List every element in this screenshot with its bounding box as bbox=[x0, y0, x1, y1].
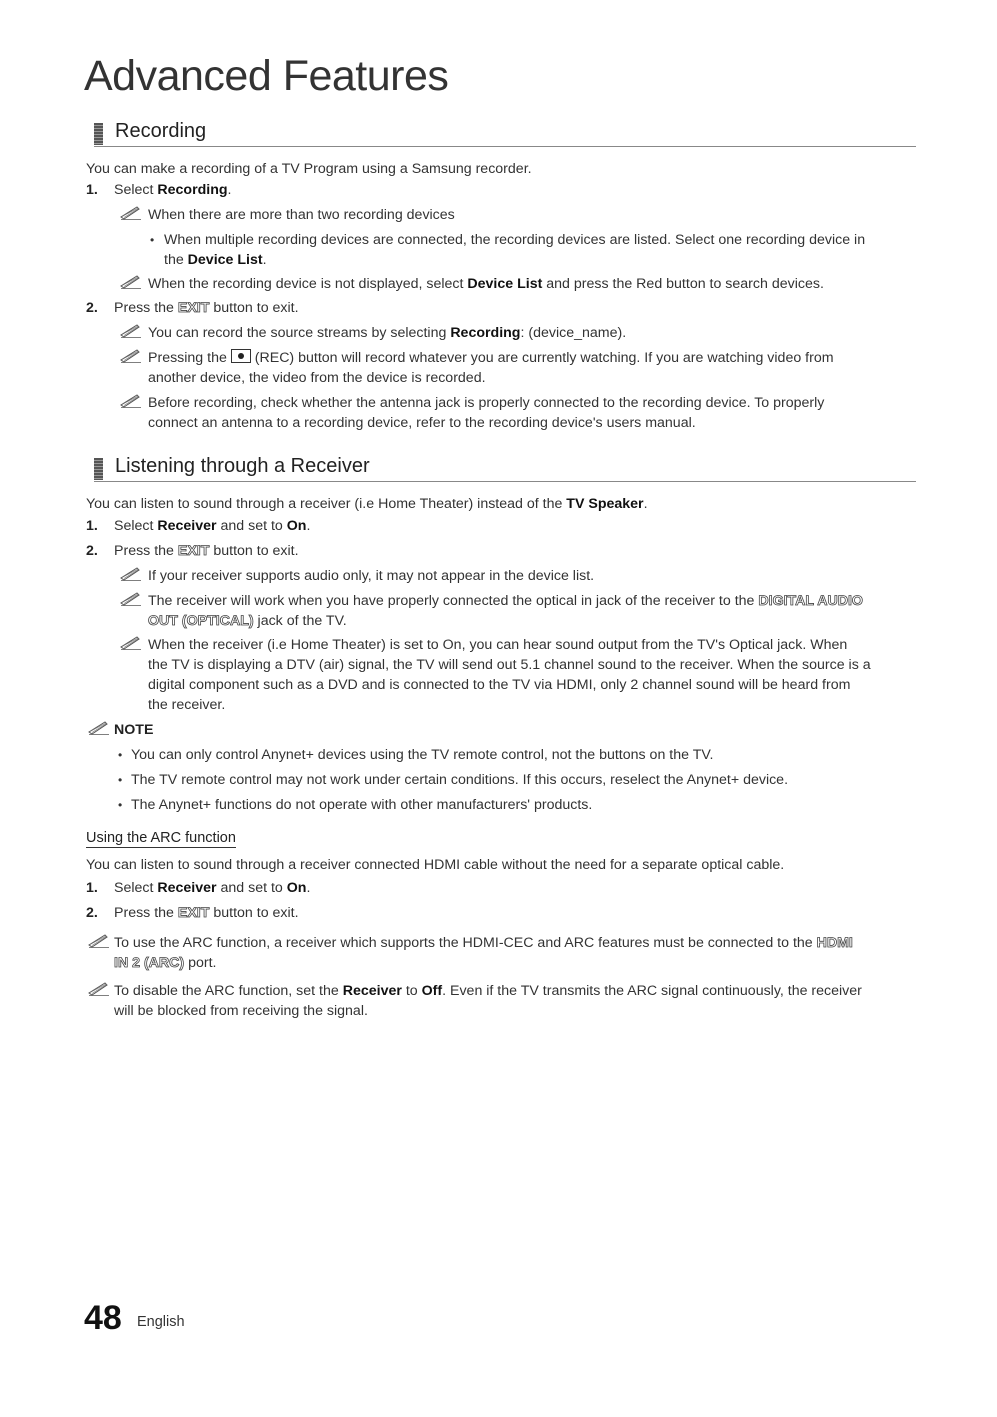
text: button to exit. bbox=[209, 300, 299, 316]
text: and press the Red button to search devices. bbox=[542, 276, 824, 292]
receiver-intro bbox=[86, 494, 648, 514]
port-label-arc: IN 2 (ARC) bbox=[114, 955, 185, 971]
text: Select bbox=[114, 182, 158, 198]
exit-button-label: EXIT bbox=[177, 300, 210, 316]
text: (REC) button will record whatever you are currently watching. If you are watching video from bbox=[250, 350, 834, 366]
exit-button-label: EXIT bbox=[177, 905, 210, 921]
menu-item-recording: Recording bbox=[157, 182, 228, 198]
note-bullet-1: You can only control Anynet+ devices using the TV remote control, not the buttons on the TV. bbox=[131, 747, 714, 763]
text: Pressing the bbox=[148, 350, 231, 366]
note-bullet-2: The TV remote control may not work under certain conditions. If this occurs, reselect the Anynet+ device. bbox=[131, 772, 789, 788]
section-header-recording bbox=[94, 120, 916, 147]
text: : (device_name). bbox=[520, 325, 627, 341]
arc-note-1 bbox=[114, 933, 853, 953]
note-label: NOTE bbox=[114, 722, 154, 738]
receiver-note-2 bbox=[148, 591, 863, 611]
text: button to exit. bbox=[209, 905, 299, 921]
text: . Even if the TV transmits the ARC signal continuously, the receiver bbox=[442, 983, 862, 999]
menu-item-recording: Recording bbox=[450, 325, 521, 341]
menu-item-receiver: Receiver bbox=[342, 983, 402, 999]
step-number: 1. bbox=[86, 880, 98, 896]
step-number: 2. bbox=[86, 543, 98, 559]
rec-button-icon bbox=[231, 349, 251, 363]
step-number: 1. bbox=[86, 518, 98, 534]
menu-item-device-list: Device List bbox=[467, 276, 543, 292]
text: The receiver will work when you have properly connected the optical in jack of the receiver to the bbox=[148, 593, 759, 609]
arc-heading: Using the ARC function bbox=[86, 830, 236, 846]
exit-button-label: EXIT bbox=[177, 543, 210, 559]
text: . bbox=[306, 518, 311, 534]
receiver-note-3-line-3: digital component such as a DVD and is connected to the TV via HDMI, only 2 channel sound will be heard from bbox=[148, 677, 851, 693]
port-label-optical: OUT (OPTICAL) bbox=[148, 613, 254, 629]
recording-step-2 bbox=[114, 298, 299, 318]
option-off: Off bbox=[421, 983, 443, 999]
menu-item-receiver: Receiver bbox=[157, 518, 217, 534]
section-header-receiver bbox=[94, 455, 916, 482]
receiver-note-3-line-4: the receiver. bbox=[148, 697, 226, 713]
page-language: English bbox=[137, 1314, 185, 1330]
arc-note-2-cont: will be blocked from receiving the signal. bbox=[114, 1003, 368, 1019]
port-label-hdmi: HDMI bbox=[816, 935, 853, 951]
note-icon bbox=[120, 567, 142, 581]
option-on: On bbox=[286, 880, 307, 896]
text: Select bbox=[114, 880, 158, 896]
text: To disable the ARC function, set the bbox=[114, 983, 343, 999]
section-title-receiver: Listening through a Receiver bbox=[115, 455, 370, 477]
text: You can listen to sound through a receiver (i.e Home Theater) instead of the bbox=[86, 496, 567, 512]
arc-intro: You can listen to sound through a receiver connected HDMI cable without the need for a separate optical cable. bbox=[86, 857, 785, 873]
text: Press the bbox=[114, 300, 178, 316]
recording-bullet-line-1: When multiple recording devices are connected, the recording devices are listed. Select one recording device in bbox=[164, 232, 866, 248]
bullet-icon: • bbox=[150, 233, 155, 247]
receiver-note-2-cont bbox=[148, 611, 347, 631]
receiver-note-3-line-1: When the receiver (i.e Home Theater) is set to On, you can hear sound output from the TV's Optical jack. When bbox=[148, 637, 848, 653]
receiver-step-1 bbox=[114, 516, 310, 536]
menu-item-device-list: Device List bbox=[187, 252, 263, 268]
note-bullet-3: The Anynet+ functions do not operate with other manufacturers' products. bbox=[131, 797, 593, 813]
text: . bbox=[262, 252, 267, 268]
note-icon bbox=[120, 592, 142, 606]
note-icon bbox=[120, 324, 142, 338]
recording-note-4-cont: another device, the video from the device is recorded. bbox=[148, 370, 486, 386]
text: the bbox=[164, 252, 188, 268]
text: You can record the source streams by selecting bbox=[148, 325, 451, 341]
recording-note-2 bbox=[148, 274, 824, 294]
menu-item-tv-speaker: TV Speaker bbox=[566, 496, 644, 512]
text: jack of the TV. bbox=[253, 613, 347, 629]
recording-bullet-line-2 bbox=[164, 250, 267, 270]
option-on: On bbox=[286, 518, 307, 534]
page-title: Advanced Features bbox=[84, 52, 449, 100]
recording-note-4 bbox=[148, 348, 834, 368]
text: to bbox=[401, 983, 422, 999]
note-icon bbox=[120, 349, 142, 363]
arc-step-1 bbox=[114, 878, 310, 898]
note-icon bbox=[88, 721, 110, 735]
text: Press the bbox=[114, 543, 178, 559]
text: Select bbox=[114, 518, 158, 534]
note-icon bbox=[120, 636, 142, 650]
recording-step-1 bbox=[114, 180, 231, 200]
menu-item-receiver: Receiver bbox=[157, 880, 217, 896]
note-icon bbox=[88, 934, 110, 948]
port-label-digital-audio: DIGITAL AUDIO bbox=[758, 593, 863, 609]
arc-note-1-cont bbox=[114, 953, 217, 973]
arc-note-2 bbox=[114, 981, 862, 1001]
step-number: 2. bbox=[86, 905, 98, 921]
step-number: 1. bbox=[86, 182, 98, 198]
section-bar-icon bbox=[94, 458, 103, 480]
page-number: 48 bbox=[84, 1299, 122, 1337]
note-icon bbox=[88, 982, 110, 996]
arc-step-2 bbox=[114, 903, 299, 923]
text: and set to bbox=[216, 880, 287, 896]
step-number: 2. bbox=[86, 300, 98, 316]
text: To use the ARC function, a receiver which supports the HDMI-CEC and ARC features must be connected to the bbox=[114, 935, 817, 951]
section-title-recording: Recording bbox=[115, 120, 207, 142]
receiver-note-3-line-2: the TV is displaying a DTV (air) signal, the TV will send out 5.1 channel sound to the receiver. When the source is a bbox=[148, 657, 871, 673]
text: and set to bbox=[216, 518, 287, 534]
receiver-note-1: If your receiver supports audio only, it may not appear in the device list. bbox=[148, 568, 595, 584]
recording-intro: You can make a recording of a TV Program using a Samsung recorder. bbox=[86, 161, 532, 177]
text: . bbox=[306, 880, 311, 896]
bullet-icon: • bbox=[118, 773, 123, 787]
text: . bbox=[643, 496, 648, 512]
note-icon bbox=[120, 394, 142, 408]
text: button to exit. bbox=[209, 543, 299, 559]
text: Press the bbox=[114, 905, 178, 921]
text: port. bbox=[184, 955, 217, 971]
note-icon bbox=[120, 275, 142, 289]
recording-note-5-cont: connect an antenna to a recording device, refer to the recording device's users manual. bbox=[148, 415, 696, 431]
note-icon bbox=[120, 206, 142, 220]
text: When the recording device is not displayed, select bbox=[148, 276, 468, 292]
bullet-icon: • bbox=[118, 748, 123, 762]
text: . bbox=[227, 182, 232, 198]
section-bar-icon bbox=[94, 123, 103, 145]
bullet-icon: • bbox=[118, 798, 123, 812]
recording-note-3 bbox=[148, 323, 626, 343]
recording-note-5: Before recording, check whether the antenna jack is properly connected to the recording device. To properly bbox=[148, 395, 825, 411]
receiver-step-2 bbox=[114, 541, 299, 561]
recording-note-1: When there are more than two recording devices bbox=[148, 207, 455, 223]
